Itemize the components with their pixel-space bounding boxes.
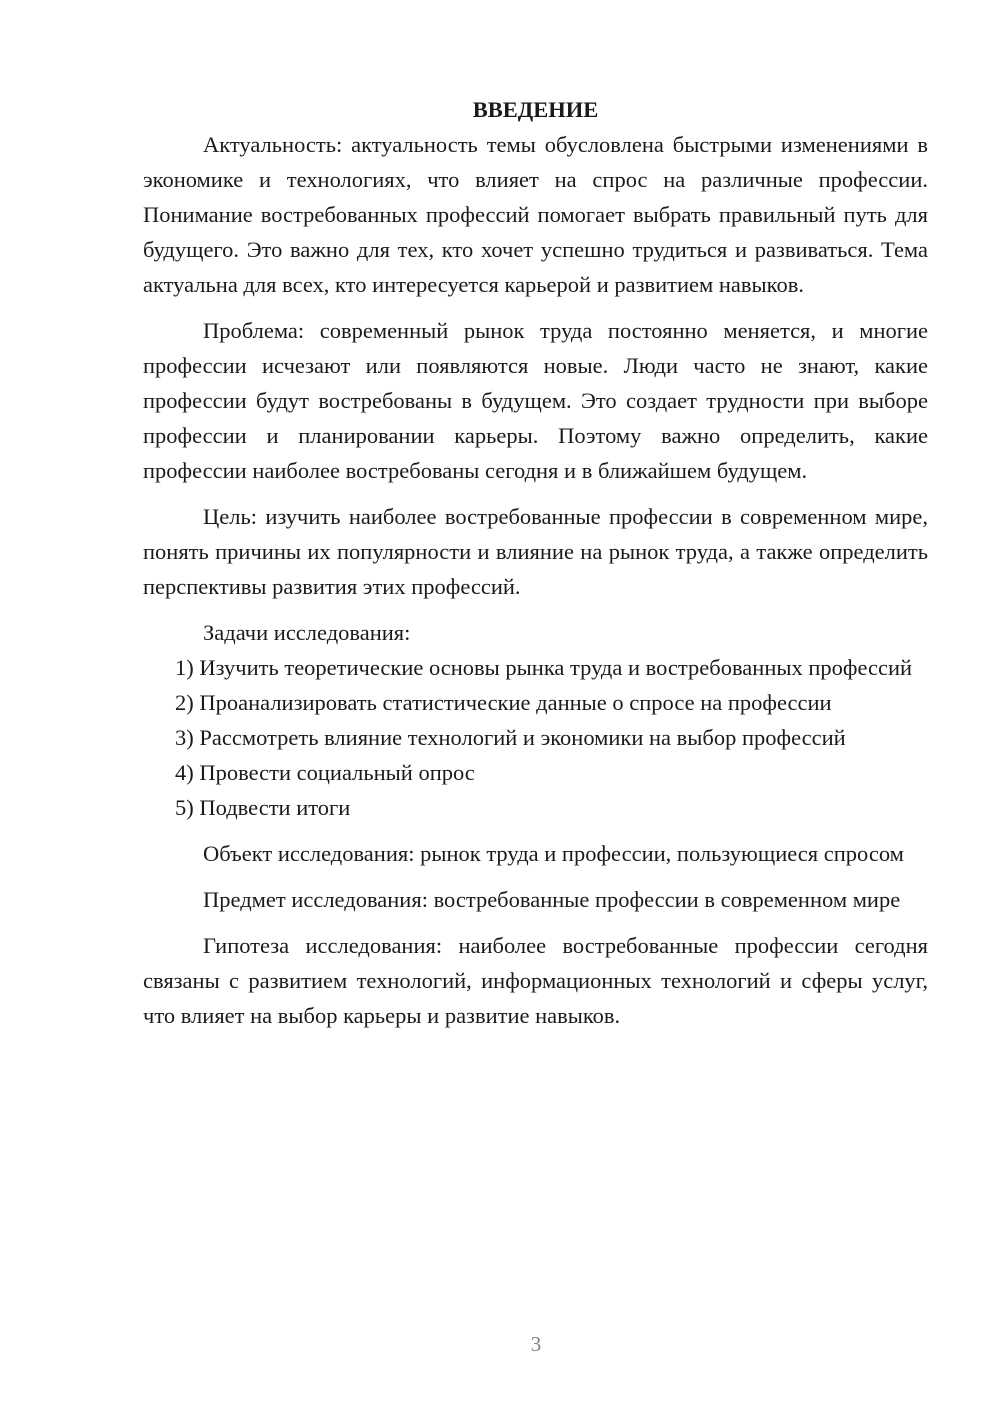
task-item-2: 2) Проанализировать статистические данные о спросе на профессии: [175, 690, 832, 715]
relevance-paragraph: Актуальность: актуальность темы обусловлена быстрыми изменениями в экономике и технологиях, что влияет на спрос на различные профессии. Понимание востребованных профессий помогает выбрать правильный путь для будущего. Это важно для тех, кто хочет успешно трудиться и развиваться. Тема актуальна для всех, кто интересуется карьерой и развитием навыков.: [143, 132, 928, 297]
task-item-3: 3) Рассмотреть влияние технологий и экономики на выбор профессий: [175, 725, 846, 750]
tasks-heading: Задачи исследования:: [203, 620, 411, 645]
section-title: ВВЕДЕНИЕ: [472, 97, 599, 122]
problem-paragraph: Проблема: современный рынок труда постоянно меняется, и многие профессии исчезают или появляются новые. Люди часто не знают, какие профессии будут востребованы в будущем. Это создает трудности при выборе профессии и планировании карьеры. Поэтому важно определить, какие профессии наиболее востребованы сегодня и в ближайшем будущем.: [143, 318, 928, 483]
goal-paragraph: Цель: изучить наиболее востребованные профессии в современном мире, понять причины их популярности и влияние на рынок труда, а также определить перспективы развития этих профессий.: [143, 504, 928, 599]
task-item-4: 4) Провести социальный опрос: [175, 760, 475, 785]
page-number: 3: [530, 1332, 542, 1356]
hypothesis-paragraph: Гипотеза исследования: наиболее востребованные профессии сегодня связаны с развитием технологий, информационных технологий и сферы услуг, что влияет на выбор карьеры и развитие навыков.: [143, 933, 928, 1028]
subject-paragraph: Предмет исследования: востребованные профессии в современном мире: [203, 887, 901, 912]
task-item-1: 1) Изучить теоретические основы рынка труда и востребованных профессий: [175, 655, 913, 680]
document-page: [143, 92, 928, 1033]
object-paragraph: Объект исследования: рынок труда и профессии, пользующиеся спросом: [203, 841, 904, 866]
task-item-5: 5) Подвести итоги: [175, 795, 351, 820]
